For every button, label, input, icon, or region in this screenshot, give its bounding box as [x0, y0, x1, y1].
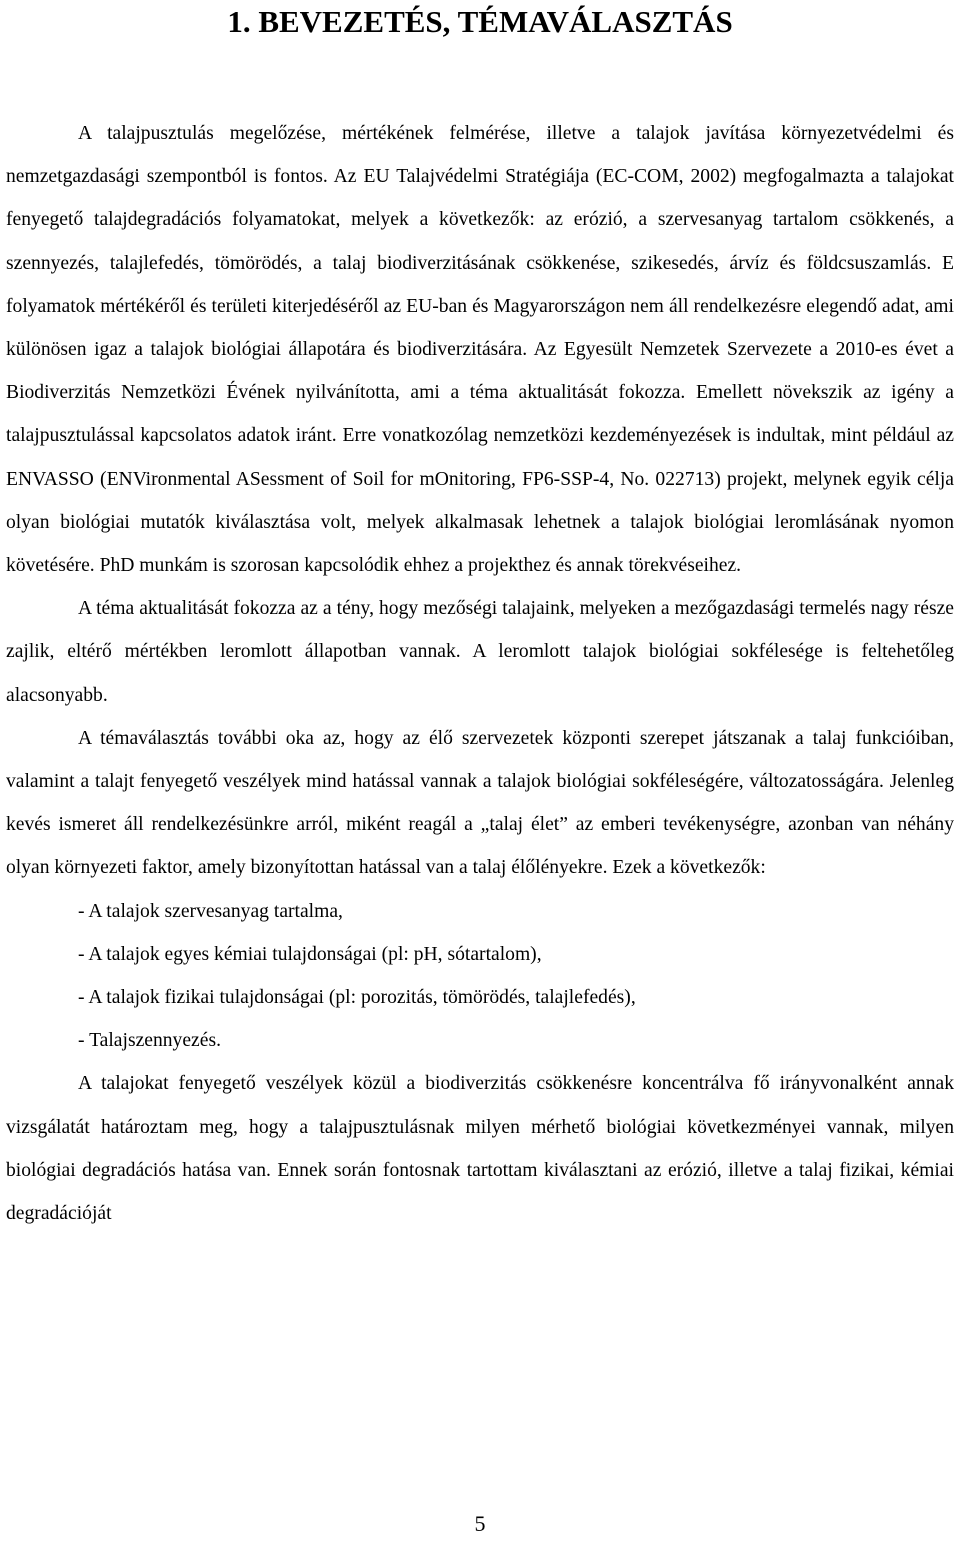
body-text	[6, 112, 954, 1235]
chapter-heading: 1. BEVEZETÉS, TÉMAVÁLASZTÁS	[227, 4, 733, 39]
list-item: - A talajok egyes kémiai tulajdonságai (pl: pH, sótartalom),	[78, 943, 542, 965]
list-item: - A talajok szervesanyag tartalma,	[78, 900, 343, 922]
paragraph-topicality: A téma aktualitását fokozza az a tény, hogy mezőségi talajaink, melyeken a mezőgazdasági termelés nagy része zajlik, eltérő mértékben leromlott állapotban vannak. A leromlott talajok biológiai sokfélesége is feltehetőleg alacsonyabb.	[6, 598, 954, 706]
list-item: - A talajok fizikai tulajdonságai (pl: porozitás, tömörödés, talajlefedés),	[78, 987, 636, 1009]
paragraph-intro: A talajpusztulás megelőzése, mértékének felmérése, illetve a talajok javítása környezetvédelmi és nemzetgazdasági szempontból is fontos. Az EU Talajvédelmi Stratégiája (EC-COM, 2002) megfogalmazta a talajokat fenyegető talajdegradációs folyamatokat, melyek a következők: az erózió, a szervesanyag tartalom csökkenés, a szennyezés, talajlefedés, tömörödés, a talaj biodiverzitásának csökkenése, szikesedés, árvíz és földcsuszamlás. E folyamatok mértékéről és területi kiterjedéséről az EU-ban és Magyarországon nem áll rendelkezésre elegendő adat, ami különösen igaz a talajok biológiai állapotára és biodiverzitására. Az Egyesült Nemzetek Szervezete a 2010-es évet a Biodiverzitás Nemzetközi Évének nyilvánította, ami a téma aktualitását fokozza. Emellett növekszik az igény a talajpusztulással kapcsolatos adatok iránt. Erre vonatkozólag nemzetközi kezdeményezések is indultak, mint például az ENVASSO (ENVironmental ASessment of Soil for mOnitoring, FP6-SSP-4, No. 022713) projekt, melynek egyik célja olyan biológiai mutatók kiválasztása volt, melyek alkalmasak lehetnek a talajok biológiai leromlásának nyomon követésére. PhD munkám is szorosan kapcsolódik ehhez a projekthez és annak törekvéseihez.	[6, 123, 954, 577]
list-item: - Talajszennyezés.	[78, 1030, 221, 1052]
paragraph-topic-choice: A témaválasztás további oka az, hogy az élő szervezetek központi szerepet játszanak a talaj funkcióiban, valamint a talajt fenyegető veszélyek mind hatással vannak a talajok biológiai sokféleségére, változatosságára. Jelenleg kevés ismeret áll rendelkezésünkre arról, miként reagál a „talaj élet” az emberi tevékenységre, azonban van néhány olyan környezeti faktor, amely bizonyítottan hatással van a talaj élőlényekre. Ezek a következők:	[6, 727, 954, 879]
paragraph-research-direction: A talajokat fenyegető veszélyek közül a biodiverzitás csökkenésre koncentrálva fő irányvonalként annak vizsgálatát határoztam meg, hogy a talajpusztulásnak milyen mérhető biológiai következményei vannak, milyen biológiai degradációs hatása van. Ennek során fontosnak tartottam kiválasztani az erózió, illetve a talaj fizikai, kémiai degradációját	[6, 1073, 954, 1225]
page-number: 5	[474, 1511, 486, 1536]
environmental-factors-list	[6, 890, 954, 1063]
